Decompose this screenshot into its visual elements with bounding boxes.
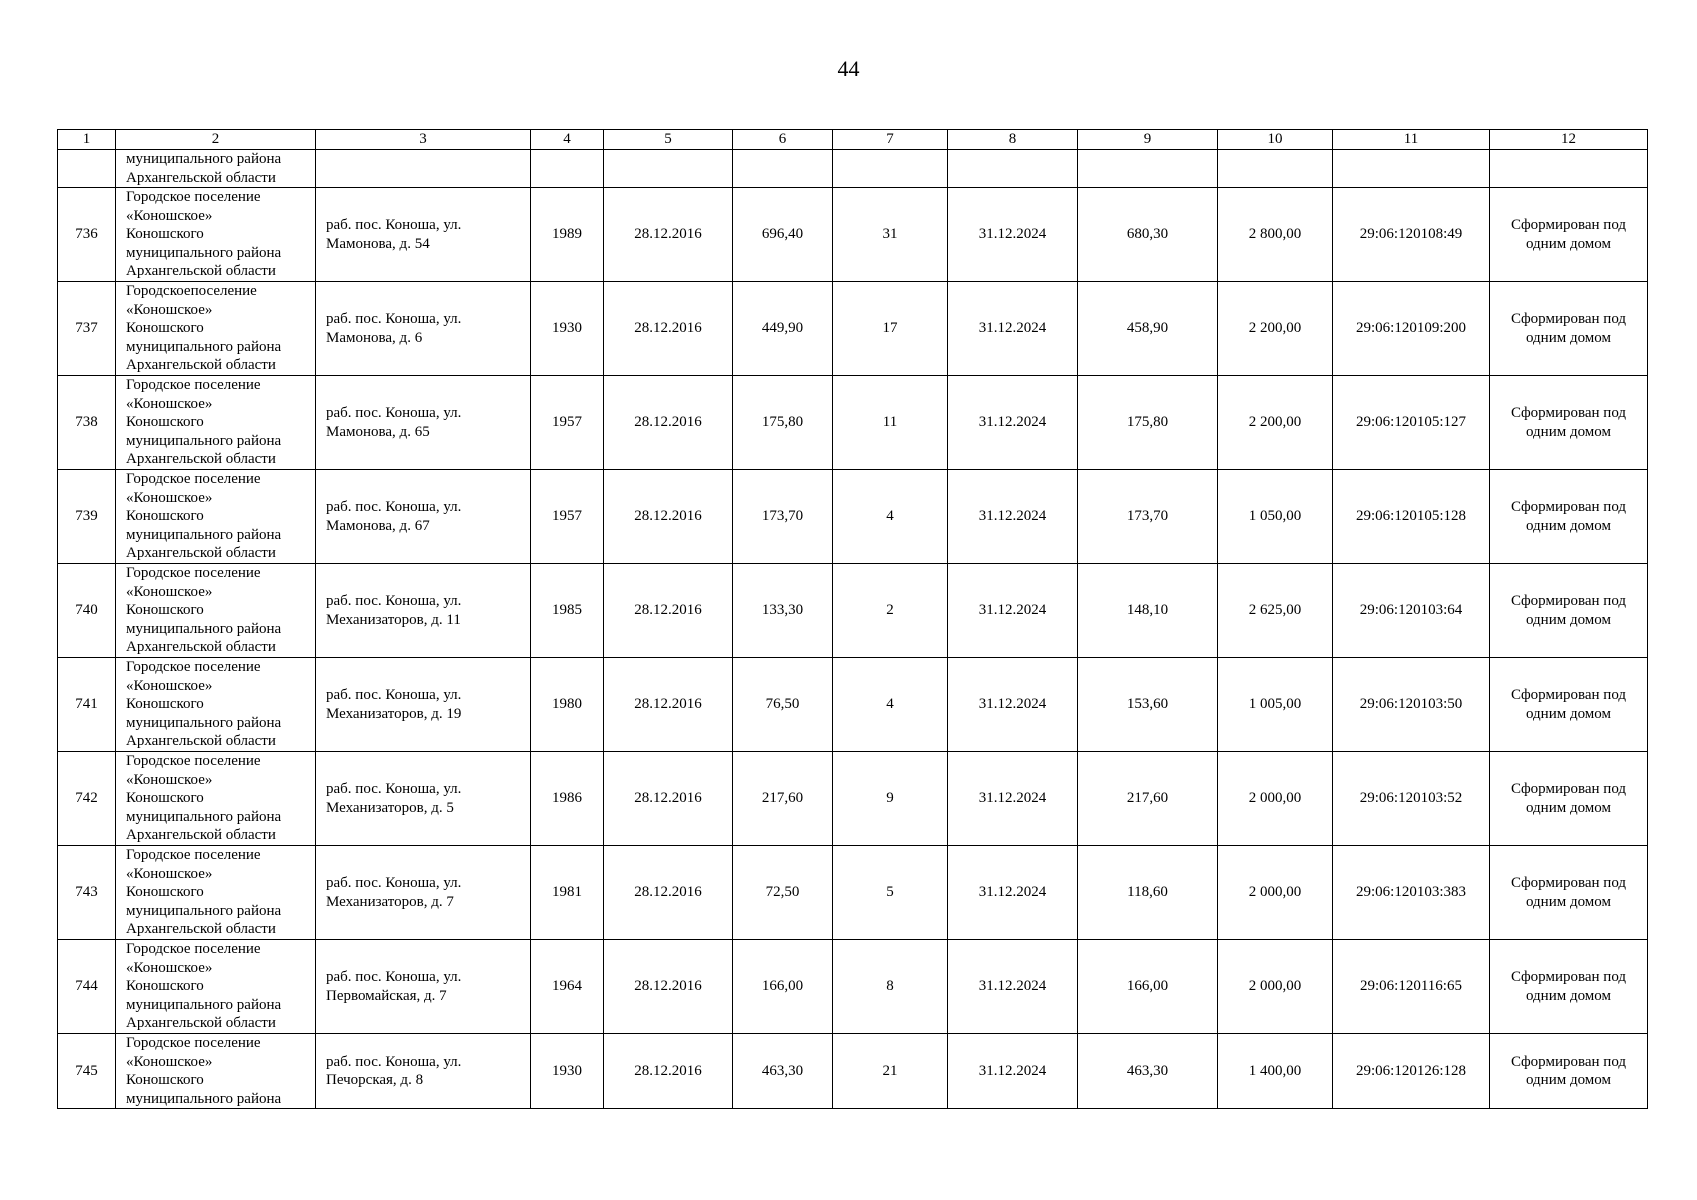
table-row	[58, 376, 1648, 470]
continuation-row	[58, 150, 1648, 188]
cell-area2: 118,60	[1078, 846, 1218, 940]
table-row	[58, 752, 1648, 846]
cell-address	[316, 752, 531, 846]
address-line: Мамонова, д. 67	[326, 517, 430, 534]
cell-end-date: 31.12.2024	[948, 564, 1078, 658]
address-line: раб. пос. Коноша, ул.	[326, 499, 462, 515]
status-line: Сформирован под	[1510, 217, 1627, 233]
cell-date: 28.12.2016	[604, 1034, 733, 1109]
cell-year: 1985	[531, 564, 604, 658]
owner-line: Архангельской области	[126, 451, 276, 467]
address-line: Мамонова, д. 65	[326, 423, 430, 440]
cell-date: 28.12.2016	[604, 188, 733, 282]
address-line: Мамонова, д. 54	[326, 235, 430, 252]
cell-num: 741	[58, 658, 116, 752]
cell-num: 740	[58, 564, 116, 658]
owner-line: «Коношское»	[126, 865, 213, 882]
owner-line: муниципального района	[126, 151, 282, 167]
cell-num: 742	[58, 752, 116, 846]
cell-land-area: 2 200,00	[1218, 376, 1333, 470]
cell-cadastral: 29:06:120103:64	[1333, 564, 1490, 658]
cell-status	[1490, 940, 1648, 1034]
cell-owner	[116, 846, 316, 940]
cell-cadastral: 29:06:120105:127	[1333, 376, 1490, 470]
cell-end-date: 31.12.2024	[948, 282, 1078, 376]
cell-land-area: 2 000,00	[1218, 940, 1333, 1034]
status-line: одним домом	[1525, 987, 1612, 1004]
cell-date: 28.12.2016	[604, 564, 733, 658]
cell-owner	[116, 470, 316, 564]
owner-line: Коношского	[126, 508, 204, 524]
owner-line: Городское поселение	[126, 941, 261, 957]
cell-area: 76,50	[733, 658, 833, 752]
owner-line: Архангельской области	[126, 1015, 276, 1031]
cell-end-date: 31.12.2024	[948, 940, 1078, 1034]
owner-line: Коношского	[126, 884, 204, 900]
header-cell-5: 5	[604, 130, 733, 150]
cell-num: 736	[58, 188, 116, 282]
owner-line: муниципального района	[126, 338, 282, 355]
status-line: одним домом	[1525, 705, 1612, 722]
cell-area: 217,60	[733, 752, 833, 846]
cell-land-area: 1 005,00	[1218, 658, 1333, 752]
cell-address	[316, 564, 531, 658]
owner-line: муниципального района	[126, 714, 282, 731]
cell-count: 4	[833, 658, 948, 752]
cell-area2: 680,30	[1078, 188, 1218, 282]
owner-line: Коношского	[126, 414, 204, 430]
status-line: одним домом	[1525, 1072, 1612, 1088]
cell-date: 28.12.2016	[604, 752, 733, 846]
cell-end-date: 31.12.2024	[948, 1034, 1078, 1109]
address-line: раб. пос. Коноша, ул.	[326, 781, 462, 797]
owner-line: Городское поселение	[126, 377, 261, 393]
cell-address	[316, 940, 531, 1034]
table-row	[58, 282, 1648, 376]
owner-line: муниципального района	[126, 1090, 282, 1107]
cell-count: 2	[833, 564, 948, 658]
cell-num: 737	[58, 282, 116, 376]
table-row	[58, 1034, 1648, 1109]
cell-cadastral: 29:06:120108:49	[1333, 188, 1490, 282]
status-line: одним домом	[1525, 423, 1612, 440]
status-line: Сформирован под	[1510, 969, 1627, 985]
status-line: Сформирован под	[1510, 311, 1627, 327]
owner-line: Коношского	[126, 696, 204, 712]
cell-cadastral: 29:06:120103:50	[1333, 658, 1490, 752]
header-row	[58, 130, 1648, 150]
status-line: Сформирован под	[1510, 405, 1627, 421]
cell-num: 744	[58, 940, 116, 1034]
cell-land-area	[1218, 150, 1333, 188]
cell-count: 8	[833, 940, 948, 1034]
cell-num	[58, 150, 116, 188]
cell-area: 696,40	[733, 188, 833, 282]
owner-line: «Коношское»	[126, 771, 213, 788]
cell-cadastral: 29:06:120103:383	[1333, 846, 1490, 940]
cell-num: 738	[58, 376, 116, 470]
cell-end-date	[948, 150, 1078, 188]
owner-line: Архангельской области	[126, 921, 276, 937]
cell-date: 28.12.2016	[604, 940, 733, 1034]
owner-line: Городское поселение	[126, 565, 261, 581]
header-cell-7: 7	[833, 130, 948, 150]
owner-line: Коношского	[126, 978, 204, 994]
cell-year: 1957	[531, 470, 604, 564]
owner-line: Городское поселение	[126, 659, 261, 675]
cell-status	[1490, 150, 1648, 188]
table-row	[58, 940, 1648, 1034]
cell-status	[1490, 752, 1648, 846]
cell-land-area: 2 200,00	[1218, 282, 1333, 376]
table-body	[58, 150, 1648, 1109]
owner-line: Архангельской области	[126, 263, 276, 279]
header-cell-2: 2	[116, 130, 316, 150]
status-line: Сформирован под	[1510, 499, 1627, 515]
status-line: Сформирован под	[1510, 593, 1627, 609]
header-cell-1: 1	[58, 130, 116, 150]
cell-land-area: 2 000,00	[1218, 846, 1333, 940]
cell-count: 5	[833, 846, 948, 940]
cell-end-date: 31.12.2024	[948, 376, 1078, 470]
address-line: раб. пос. Коноша, ул.	[326, 311, 462, 327]
table-header	[58, 130, 1648, 150]
cell-area: 175,80	[733, 376, 833, 470]
cell-year: 1930	[531, 282, 604, 376]
owner-line: Городскоепоселение	[126, 283, 257, 299]
cell-end-date: 31.12.2024	[948, 846, 1078, 940]
cell-address	[316, 376, 531, 470]
cell-area2: 153,60	[1078, 658, 1218, 752]
address-line: раб. пос. Коноша, ул.	[326, 405, 462, 421]
header-cell-8: 8	[948, 130, 1078, 150]
cell-count: 31	[833, 188, 948, 282]
cell-area: 463,30	[733, 1034, 833, 1109]
cell-cadastral: 29:06:120126:128	[1333, 1034, 1490, 1109]
owner-line: муниципального района	[126, 620, 282, 637]
owner-line: Архангельской области	[126, 639, 276, 655]
status-line: Сформирован под	[1510, 875, 1627, 891]
cell-address	[316, 150, 531, 188]
address-line: раб. пос. Коноша, ул.	[326, 969, 462, 985]
table-row	[58, 658, 1648, 752]
status-line: Сформирован под	[1510, 1053, 1627, 1070]
cell-end-date: 31.12.2024	[948, 658, 1078, 752]
cell-count	[833, 150, 948, 188]
cell-area: 173,70	[733, 470, 833, 564]
owner-line: Коношского	[126, 602, 204, 618]
owner-line: «Коношское»	[126, 301, 213, 318]
cell-owner	[116, 752, 316, 846]
page-number: 44	[837, 56, 860, 81]
cell-date	[604, 150, 733, 188]
address-line: раб. пос. Коноша, ул.	[326, 687, 462, 703]
owner-line: муниципального района	[126, 996, 282, 1013]
owner-line: Коношского	[126, 226, 204, 242]
cell-cadastral: 29:06:120103:52	[1333, 752, 1490, 846]
cell-count: 17	[833, 282, 948, 376]
owner-line: «Коношское»	[126, 1053, 213, 1070]
owner-line: Коношского	[126, 1072, 204, 1088]
address-line: Механизаторов, д. 19	[326, 705, 462, 722]
cell-year: 1930	[531, 1034, 604, 1109]
owner-line: Городское поселение	[126, 1035, 261, 1051]
cell-cadastral: 29:06:120116:65	[1333, 940, 1490, 1034]
cell-year: 1964	[531, 940, 604, 1034]
cell-status	[1490, 376, 1648, 470]
cell-cadastral: 29:06:120109:200	[1333, 282, 1490, 376]
header-cell-4: 4	[531, 130, 604, 150]
owner-line: Городское поселение	[126, 189, 261, 205]
cell-land-area: 2 000,00	[1218, 752, 1333, 846]
cell-owner	[116, 376, 316, 470]
cell-area2	[1078, 150, 1218, 188]
owner-line: Городское поселение	[126, 753, 261, 769]
cell-area: 449,90	[733, 282, 833, 376]
cell-address	[316, 282, 531, 376]
owner-line: «Коношское»	[126, 583, 213, 600]
address-line: Механизаторов, д. 5	[326, 799, 454, 816]
address-line: Мамонова, д. 6	[326, 329, 423, 346]
table-row	[58, 470, 1648, 564]
address-line: Первомайская, д. 7	[326, 987, 447, 1004]
status-line: одним домом	[1525, 799, 1612, 816]
cell-year: 1981	[531, 846, 604, 940]
address-line: раб. пос. Коноша, ул.	[326, 593, 462, 609]
owner-line: Архангельской области	[126, 169, 276, 186]
owner-line: «Коношское»	[126, 959, 213, 976]
cell-date: 28.12.2016	[604, 658, 733, 752]
cell-area2: 458,90	[1078, 282, 1218, 376]
header-cell-9: 9	[1078, 130, 1218, 150]
cell-cadastral	[1333, 150, 1490, 188]
status-line: одним домом	[1525, 329, 1612, 346]
cell-address	[316, 1034, 531, 1109]
cell-date: 28.12.2016	[604, 376, 733, 470]
cell-area: 72,50	[733, 846, 833, 940]
owner-line: муниципального района	[126, 808, 282, 825]
cell-num: 745	[58, 1034, 116, 1109]
cell-area2: 166,00	[1078, 940, 1218, 1034]
cell-owner	[116, 564, 316, 658]
cell-year: 1980	[531, 658, 604, 752]
cell-count: 11	[833, 376, 948, 470]
owner-line: Коношского	[126, 320, 204, 336]
owner-line: «Коношское»	[126, 395, 213, 412]
cell-owner	[116, 282, 316, 376]
cell-owner	[116, 188, 316, 282]
cell-status	[1490, 846, 1648, 940]
cell-date: 28.12.2016	[604, 846, 733, 940]
cell-end-date: 31.12.2024	[948, 470, 1078, 564]
owner-line: Городское поселение	[126, 847, 261, 863]
cell-num: 739	[58, 470, 116, 564]
cell-status	[1490, 282, 1648, 376]
status-line: одним домом	[1525, 611, 1612, 628]
cell-address	[316, 658, 531, 752]
cell-area: 166,00	[733, 940, 833, 1034]
cell-area2: 173,70	[1078, 470, 1218, 564]
header-cell-12: 12	[1490, 130, 1648, 150]
table-row	[58, 188, 1648, 282]
cell-area2: 175,80	[1078, 376, 1218, 470]
owner-line: Архангельской области	[126, 545, 276, 561]
address-line: раб. пос. Коноша, ул.	[326, 1053, 462, 1070]
registry-table	[57, 129, 1648, 1109]
owner-line: Городское поселение	[126, 471, 261, 487]
status-line: Сформирован под	[1510, 781, 1627, 797]
cell-land-area: 1 400,00	[1218, 1034, 1333, 1109]
cell-year: 1957	[531, 376, 604, 470]
status-line: одним домом	[1525, 517, 1612, 534]
owner-line: муниципального района	[126, 432, 282, 449]
cell-owner	[116, 1034, 316, 1109]
cell-area	[733, 150, 833, 188]
address-line: раб. пос. Коноша, ул.	[326, 217, 462, 233]
cell-year	[531, 150, 604, 188]
owner-line: Коношского	[126, 790, 204, 806]
cell-num: 743	[58, 846, 116, 940]
cell-cadastral: 29:06:120105:128	[1333, 470, 1490, 564]
table-row	[58, 564, 1648, 658]
cell-area2: 217,60	[1078, 752, 1218, 846]
cell-status	[1490, 1034, 1648, 1109]
cell-year: 1986	[531, 752, 604, 846]
status-line: одним домом	[1525, 235, 1612, 252]
owner-line: муниципального района	[126, 244, 282, 261]
cell-address	[316, 470, 531, 564]
cell-owner	[116, 940, 316, 1034]
cell-year: 1989	[531, 188, 604, 282]
cell-land-area: 2 800,00	[1218, 188, 1333, 282]
owner-line: Архангельской области	[126, 733, 276, 749]
owner-line: «Коношское»	[126, 677, 213, 694]
cell-area2: 148,10	[1078, 564, 1218, 658]
cell-area2: 463,30	[1078, 1034, 1218, 1109]
header-cell-6: 6	[733, 130, 833, 150]
header-cell-10: 10	[1218, 130, 1333, 150]
cell-address	[316, 846, 531, 940]
status-line: Сформирован под	[1510, 687, 1627, 703]
cell-status	[1490, 470, 1648, 564]
owner-line: муниципального района	[126, 902, 282, 919]
cell-count: 21	[833, 1034, 948, 1109]
address-line: Механизаторов, д. 11	[326, 611, 461, 628]
table-row	[58, 846, 1648, 940]
cell-owner	[116, 658, 316, 752]
address-line: раб. пос. Коноша, ул.	[326, 875, 462, 891]
cell-owner	[116, 150, 316, 188]
cell-end-date: 31.12.2024	[948, 752, 1078, 846]
cell-end-date: 31.12.2024	[948, 188, 1078, 282]
cell-date: 28.12.2016	[604, 282, 733, 376]
cell-status	[1490, 564, 1648, 658]
owner-line: Архангельской области	[126, 357, 276, 373]
cell-count: 4	[833, 470, 948, 564]
owner-line: «Коношское»	[126, 489, 213, 506]
status-line: одним домом	[1525, 893, 1612, 910]
cell-land-area: 2 625,00	[1218, 564, 1333, 658]
cell-land-area: 1 050,00	[1218, 470, 1333, 564]
owner-line: муниципального района	[126, 526, 282, 543]
address-line: Печорская, д. 8	[326, 1072, 424, 1088]
cell-date: 28.12.2016	[604, 470, 733, 564]
cell-count: 9	[833, 752, 948, 846]
owner-line: «Коношское»	[126, 207, 213, 224]
cell-area: 133,30	[733, 564, 833, 658]
owner-line: Архангельской области	[126, 827, 276, 843]
cell-status	[1490, 188, 1648, 282]
cell-status	[1490, 658, 1648, 752]
address-line: Механизаторов, д. 7	[326, 893, 454, 910]
header-cell-11: 11	[1333, 130, 1490, 150]
cell-address	[316, 188, 531, 282]
header-cell-3: 3	[316, 130, 531, 150]
